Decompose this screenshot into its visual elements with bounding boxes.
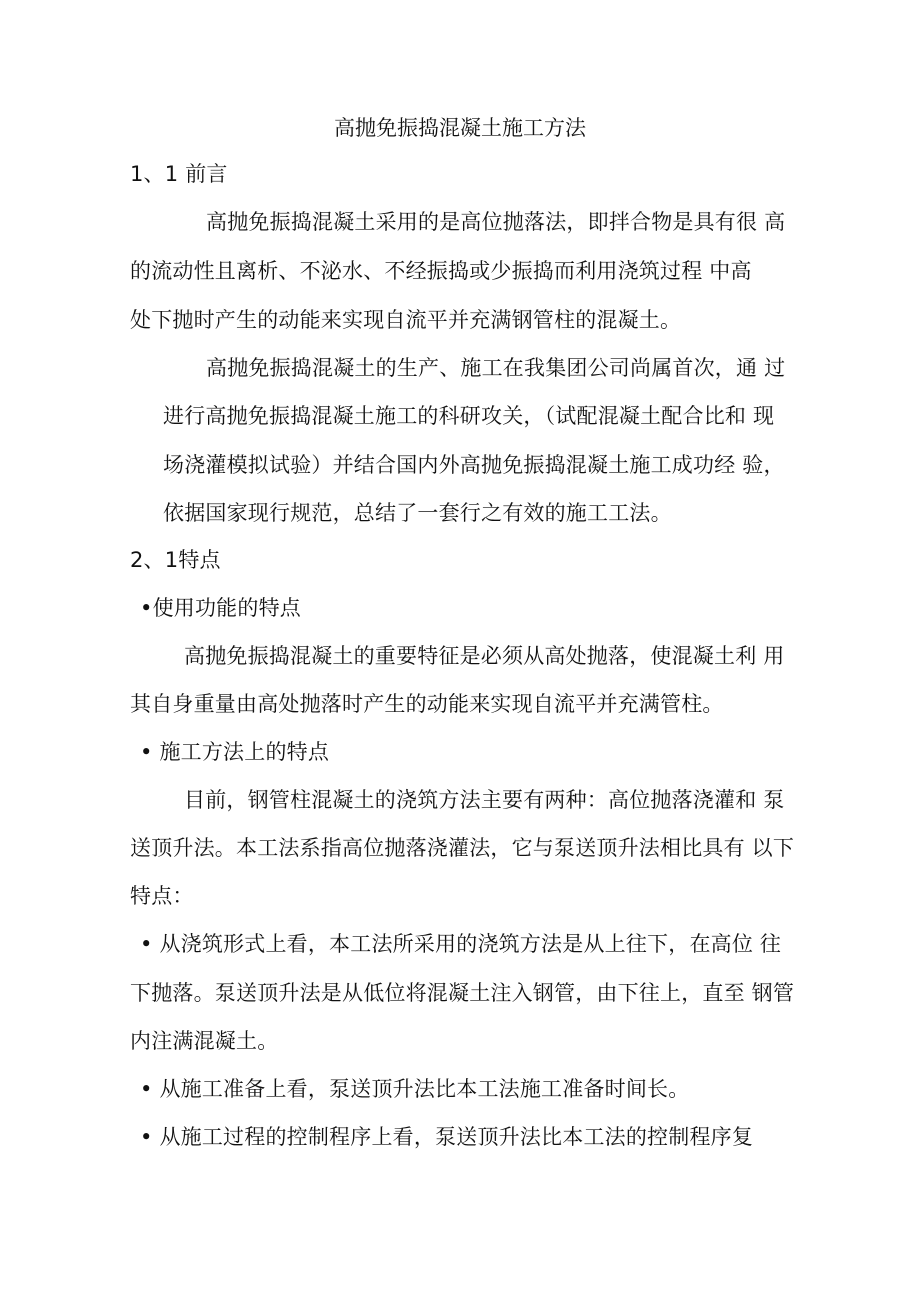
paragraph-line: 下抛落。泵送顶升法是从低位将混凝土注入钢管，由下往上，直至 钢管 [130,981,795,1005]
paragraph-line: 高抛免振捣混凝土的重要特征是必须从高处抛落，使混凝土利 用 [184,644,785,668]
section-1-heading: 1、1 前言 [130,162,228,186]
paragraph-line: 的流动性且离析、不泌水、不经振捣或少振捣而利用浇筑过程 中高 [130,259,752,283]
document-title: 高抛免振捣混凝土施工方法 [334,116,586,140]
bullet-point-line: • 从施工过程的控制程序上看，泵送顶升法比本工法的控制程序复 [140,1125,754,1149]
bullet-construction-method: • 施工方法上的特点 [140,740,330,764]
paragraph-line: 目前，钢管柱混凝土的浇筑方法主要有两种：高位抛落浇灌和 泵 [184,788,785,812]
bullet-point-line: • 从浇筑形式上看，本工法所采用的浇筑方法是从上往下，在高位 往 [140,932,782,956]
paragraph-line: 其自身重量由高处抛落时产生的动能来实现自流平并充满管柱。 [130,692,724,716]
paragraph-line: 场浇灌模拟试验）并结合国内外高抛免振捣混凝土施工成功经 验， [163,453,785,477]
paragraph-line: 进行高抛免振捣混凝土施工的科研攻关，（试配混凝土配合比和 现 [163,404,775,428]
bullet-use-function: •使用功能的特点 [140,596,301,620]
section-2-heading: 2、1特点 [130,548,221,572]
paragraph-line: 特点： [130,884,194,908]
paragraph-line: 高抛免振捣混凝土采用的是高位抛落法，即拌合物是具有很 高 [206,210,786,234]
paragraph-line: 处下抛时产生的动能来实现自流平并充满钢管柱的混凝土。 [130,308,682,332]
bullet-point-line: • 从施工准备上看，泵送顶升法比本工法施工准备时间长。 [140,1077,690,1101]
paragraph-line: 送顶升法。本工法系指高位抛落浇灌法，它与泵送顶升法相比具有 以下 [130,836,795,860]
paragraph-line: 内注满混凝土。 [130,1029,279,1053]
paragraph-line: 高抛免振捣混凝土的生产、施工在我集团公司尚属首次，通 过 [206,356,786,380]
paragraph-line: 依据国家现行规范，总结了一套行之有效的施工工法。 [163,501,672,525]
